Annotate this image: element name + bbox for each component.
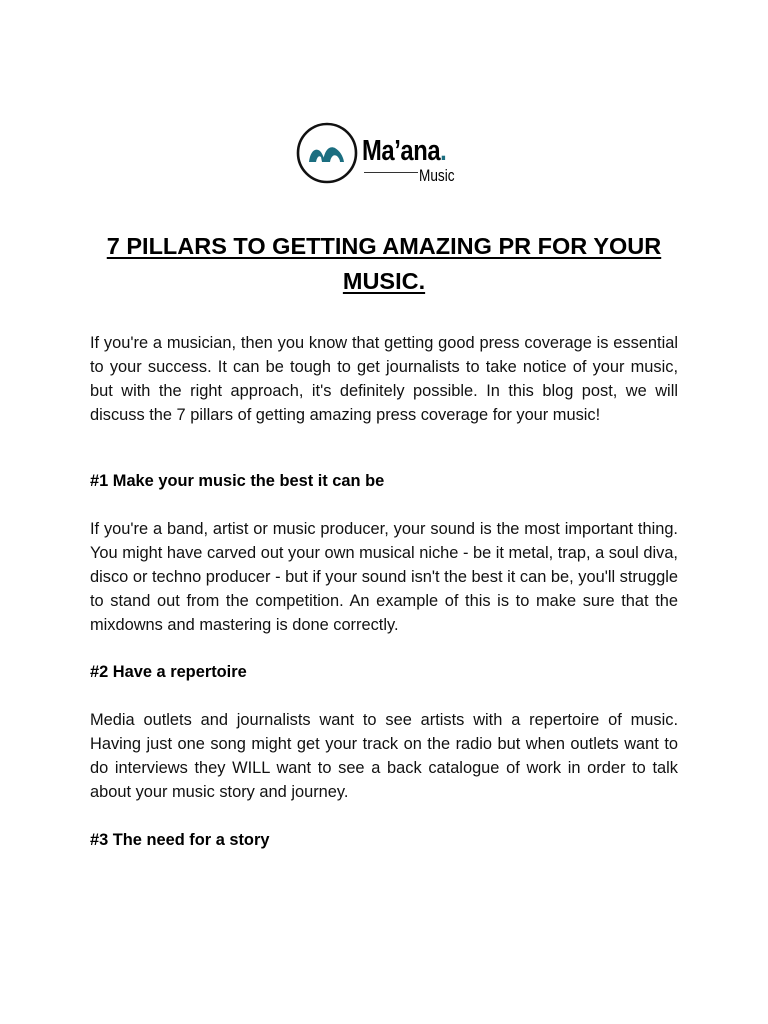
section-heading-1: #1 Make your music the best it can be	[90, 472, 385, 490]
section-heading-2: #2 Have a repertoire	[90, 663, 247, 681]
intro-paragraph: If you're a musician, then you know that getting good press coverage is essential to your success. It can be tough to get journalists to take notice of your music, but with the right approach, it's definitely possible. In this blog post, we will discuss the 7 pillars of getting amazing press coverage for your music!	[90, 334, 678, 424]
mountain-waves-icon	[296, 122, 358, 184]
section-body-1: If you're a band, artist or music producer, your sound is the most important thing. You might have carved out your own musical niche - be it metal, trap, a soul diva, disco or techno producer - but if your sound isn't the best it can be, you'll struggle to stand out from the competition. An example of this is to make sure that the mixdowns and mastering is done correctly.	[90, 520, 678, 634]
section-body-2: Media outlets and journalists want to see artists with a repertoire of music. Having just one song might get your track on the radio but when outlets want to do interviews they WILL want to see a back catalogue of work in order to talk about your music story and journey.	[90, 711, 678, 801]
page-title: 7 PILLARS TO GETTING AMAZING PR FOR YOUR MUSIC.	[106, 233, 662, 294]
brand-logo	[296, 122, 476, 188]
section-heading-3: #3 The need for a story	[90, 831, 270, 849]
brand-name: Ma’ana.	[362, 135, 447, 167]
brand-subtitle: Music	[419, 166, 455, 185]
logo-divider	[364, 172, 418, 173]
